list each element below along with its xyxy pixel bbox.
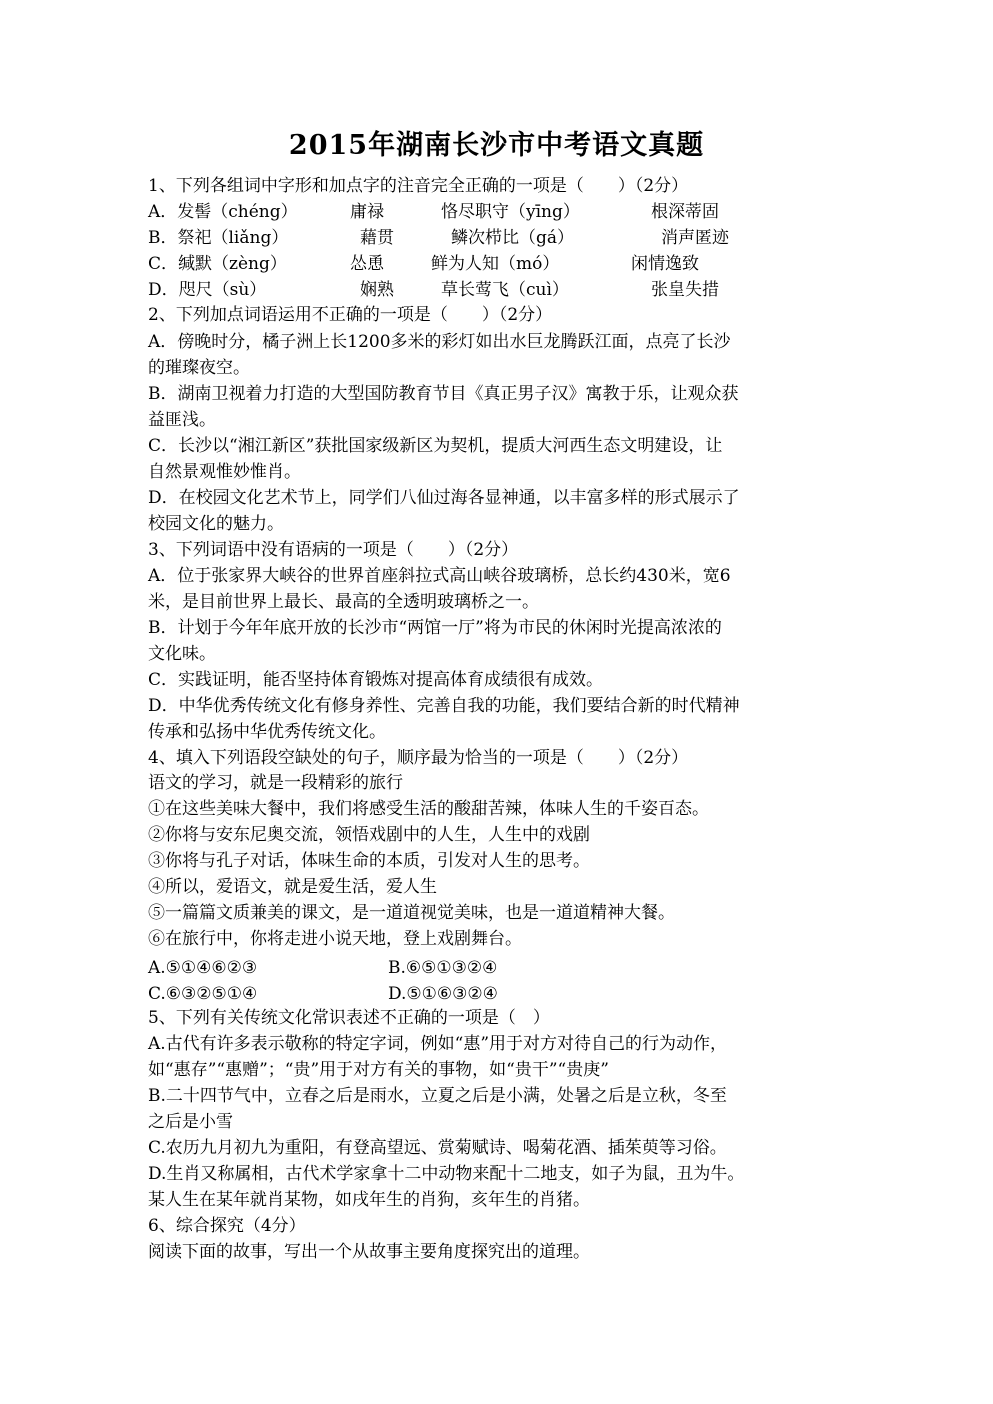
q2-stem: 2、下列加点词语运用不正确的一项是（ ）（2分） <box>148 305 553 325</box>
q4-option-a: A.⑤①④⑥②③ <box>148 958 258 978</box>
q4-sentence-1: ①在这些美味大餐中，我们将感受生活的酸甜苦辣，体味人生的千姿百态。 <box>148 799 709 819</box>
q2-option-d-line2: 校园文化的魅力。 <box>148 514 284 534</box>
q3-option-b-line1: B．计划于今年年底开放的长沙市“两馆一厅”将为市民的休闲时光提高浓浓的 <box>148 618 722 638</box>
page-title: 2015年湖南长沙市中考语文真题 <box>288 130 705 161</box>
q2-option-c-line2: 自然景观惟妙惟肖。 <box>148 462 301 482</box>
q1-option-c-1: C．缄默（zèng） <box>148 254 287 274</box>
q4-sentence-6: ⑥在旅行中，你将走进小说天地，登上戏剧舞台。 <box>148 929 522 949</box>
q3-option-d-line1: D．中华优秀传统文化有修身养性、完善自我的功能，我们要结合新的时代精神 <box>148 696 740 716</box>
q6-instruction: 阅读下面的故事，写出一个从故事主要角度探究出的道理。 <box>148 1242 590 1262</box>
q1-stem: 1、下列各组词中字形和加点字的注音完全正确的一项是（ ）（2分） <box>148 176 689 196</box>
q2-option-a-line1: A．傍晚时分，橘子洲上长1200多米的彩灯如出水巨龙腾跃江面，点亮了长沙 <box>148 332 731 352</box>
q1-option-b-3: 鳞次栉比（gá） <box>451 228 575 248</box>
q2-option-b-line1: B．湖南卫视着力打造的大型国防教育节目《真正男子汉》寓教于乐，让观众获 <box>148 384 739 404</box>
q3-option-a-line1: A．位于张家界大峡谷的世界首座斜拉式高山峡谷玻璃桥，总长约430米，宽6 <box>148 566 731 586</box>
q3-option-b-line2: 文化味。 <box>148 644 216 664</box>
q2-option-a-line2: 的璀璨夜空。 <box>148 358 250 378</box>
q2-option-d-line1: D．在校园文化艺术节上，同学们八仙过海各显神通，以丰富多样的形式展示了 <box>148 488 740 508</box>
q2-option-c-line1: C．长沙以“湘江新区”获批国家级新区为契机，提质大河西生态文明建设，让 <box>148 436 723 456</box>
q5-option-a-line2: 如“惠存”“惠赠”；“贵”用于对方有关的事物，如“贵干”“贵庚” <box>148 1060 609 1080</box>
q5-option-a-line1: A.古代有许多表示敬称的特定字词，例如“惠”用于对方对待自己的行为动作， <box>148 1034 728 1054</box>
q5-option-b-line2: 之后是小雪 <box>148 1112 233 1132</box>
q1-option-a-3: 恪尽职守（yīng） <box>441 202 580 222</box>
q1-option-d-4: 张皇失措 <box>651 280 719 300</box>
q3-option-c-line1: C．实践证明，能否坚持体育锻炼对提高体育成绩很有成效。 <box>148 670 604 690</box>
q4-sentence-5: ⑤一篇篇文质兼美的课文，是一道道视觉美味，也是一道道精神大餐。 <box>148 903 675 923</box>
q4-intro: 语文的学习，就是一段精彩的旅行 <box>148 773 403 793</box>
q1-option-b-1: B．祭祀（liǎng） <box>148 228 289 248</box>
q3-option-d-line2: 传承和弘扬中华优秀传统文化。 <box>148 722 386 742</box>
q5-option-c-line1: C.农历九月初九为重阳，有登高望远、赏菊赋诗、喝菊花酒、插茱萸等习俗。 <box>148 1138 727 1158</box>
q2-option-b-line2: 益匪浅。 <box>148 410 216 430</box>
q4-option-c: C.⑥③②⑤①④ <box>148 984 258 1004</box>
q1-option-d-3: 草长莺飞（cuì） <box>441 280 569 300</box>
q5-stem: 5、下列有关传统文化常识表述不正确的一项是（ ） <box>148 1008 550 1028</box>
q1-option-a-4: 根深蒂固 <box>651 202 719 222</box>
q4-sentence-4: ④所以，爱语文，就是爱生活，爱人生 <box>148 877 437 897</box>
q1-option-d-2: 娴熟 <box>360 280 394 300</box>
q6-stem: 6、综合探究（4分） <box>148 1216 306 1236</box>
q5-option-b-line1: B.二十四节气中，立春之后是雨水，立夏之后是小满，处暑之后是立秋，冬至 <box>148 1086 727 1106</box>
q5-option-d-line2: 某人生在某年就肖某物，如戌年生的肖狗，亥年生的肖猪。 <box>148 1190 590 1210</box>
q4-stem: 4、填入下列语段空缺处的句子，顺序最为恰当的一项是（ ）（2分） <box>148 748 689 768</box>
q1-option-a-2: 庸禄 <box>350 202 384 222</box>
q4-sentence-3: ③你将与孔子对话，体味生命的本质，引发对人生的思考。 <box>148 851 590 871</box>
q4-option-d: D.⑤①⑥③②④ <box>388 984 498 1004</box>
q1-option-b-2: 藉贯 <box>360 228 394 248</box>
q1-option-b-4: 消声匿迹 <box>661 228 729 248</box>
q1-option-d-1: D．咫尺（sù） <box>148 280 267 300</box>
q5-option-d-line1: D.生肖又称属相，古代术学家拿十二中动物来配十二地支，如子为鼠，丑为牛。 <box>148 1164 745 1184</box>
q1-option-a-1: A．发髻（chéng） <box>148 202 298 222</box>
q3-option-a-line2: 米，是目前世界上最长、最高的全透明玻璃桥之一。 <box>148 592 539 612</box>
q1-option-c-4: 闲情逸致 <box>631 254 699 274</box>
q1-option-c-2: 怂恿 <box>350 254 384 274</box>
q3-stem: 3、下列词语中没有语病的一项是（ ）（2分） <box>148 540 519 560</box>
q4-sentence-2: ②你将与安东尼奥交流，领悟戏剧中的人生，人生中的戏剧 <box>148 825 590 845</box>
q1-option-c-3: 鲜为人知（mó） <box>431 254 560 274</box>
q4-option-b: B.⑥⑤①③②④ <box>388 958 498 978</box>
